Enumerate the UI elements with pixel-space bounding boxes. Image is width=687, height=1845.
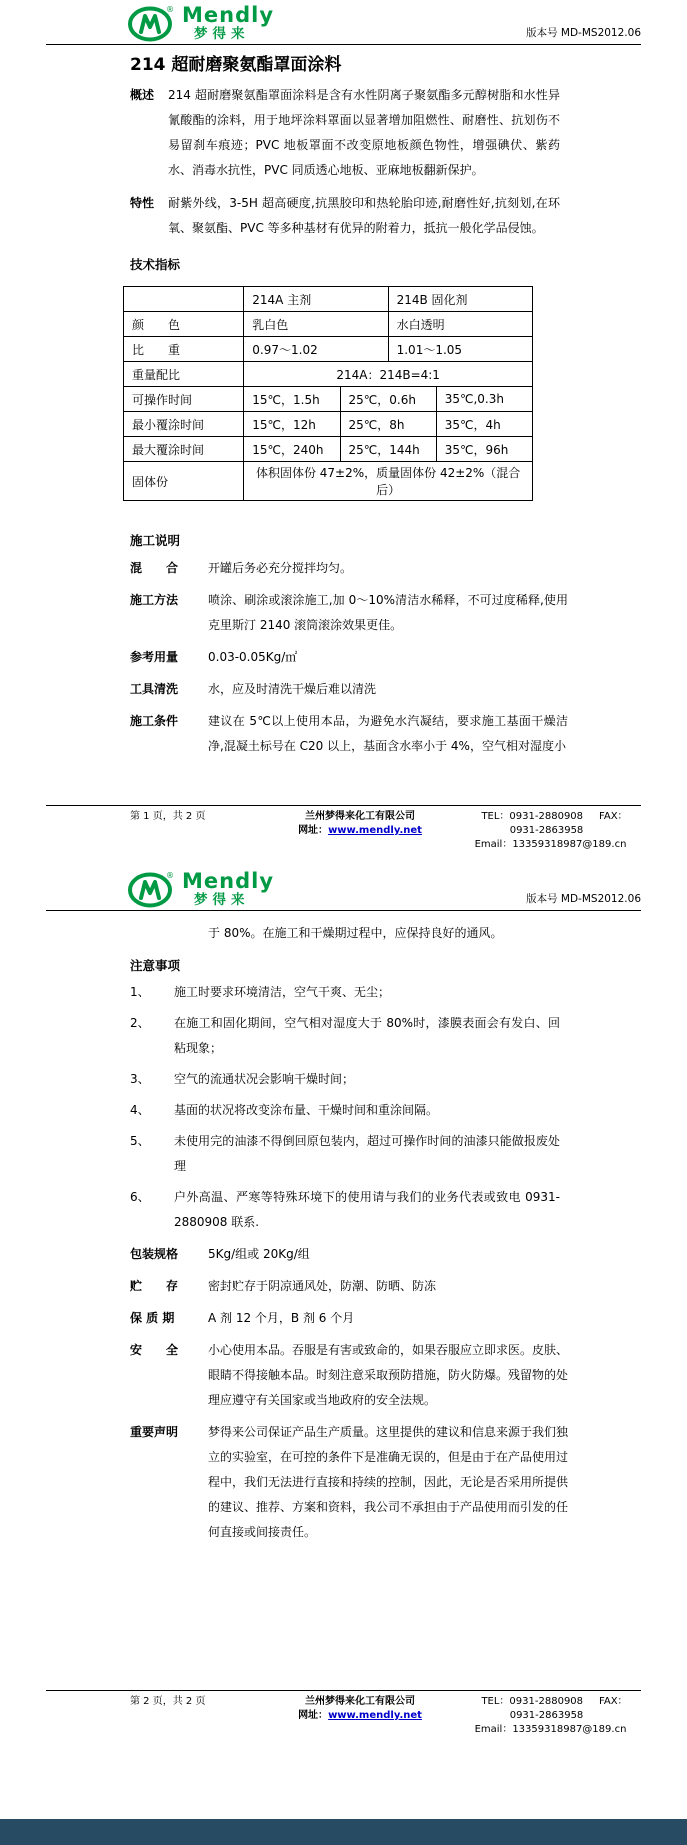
note-2-num: 2、 xyxy=(130,1016,150,1030)
max-recoat-15c: 15℃，240h xyxy=(244,437,340,462)
construction-item-dosage xyxy=(130,645,568,670)
conditions-label: 施工条件 xyxy=(130,714,179,728)
overview-section xyxy=(130,83,560,183)
brand-name-en: Mendly xyxy=(182,868,275,893)
dosage-text: 0.03-0.05Kg/㎡ xyxy=(208,650,298,664)
tel-value: TEL：0931-2880908 xyxy=(481,811,584,822)
method-text: 喷涂、刷涂或滚涂施工,加 0～10%清洁水稀释，不可过度稀释,使用克里斯汀 2140 滚筒滚涂效果更佳。 xyxy=(208,593,568,632)
table-row xyxy=(124,437,533,462)
page1-footer xyxy=(46,805,641,852)
note-item-4 xyxy=(130,1098,560,1123)
note-6-num: 6、 xyxy=(130,1190,150,1204)
website-line xyxy=(260,1709,460,1723)
construction-item-conditions xyxy=(130,709,568,759)
max-recoat-25c: 25℃，144h xyxy=(340,437,436,462)
table-row xyxy=(124,362,533,387)
mixing-label: 混 合 xyxy=(130,561,179,575)
fax-value: FAX：0931-2863958 xyxy=(509,811,628,836)
version-label: 版本号 MD-MS2012.06 xyxy=(526,893,641,905)
ratio-value: 214A：214B=4:1 xyxy=(244,362,533,387)
brand-text xyxy=(182,2,275,42)
potlife-25c: 25℃，0.6h xyxy=(340,387,436,412)
website-link[interactable]: www.mendly.net xyxy=(328,1710,422,1721)
col-header-214a: 214A 主剂 xyxy=(244,287,388,312)
table-row xyxy=(124,337,533,362)
mendly-logo xyxy=(128,4,274,42)
company-name: 兰州梦得来化工有限公司 xyxy=(305,811,415,822)
storage-text: 密封贮存于阴凉通风处，防潮、防晒、防冻 xyxy=(208,1279,437,1293)
feature-label: 特性 xyxy=(130,196,155,210)
field-disclaimer xyxy=(130,1420,568,1545)
note-5-num: 5、 xyxy=(130,1134,150,1148)
mixing-text: 开罐后务必充分搅拌均匀。 xyxy=(208,561,353,575)
row-label-gravity: 比 重 xyxy=(124,337,244,362)
note-item-3 xyxy=(130,1067,560,1092)
note-item-2 xyxy=(130,1011,560,1061)
col-header-214b: 214B 固化剂 xyxy=(388,287,532,312)
row-label-ratio: 重量配比 xyxy=(124,362,244,387)
row-label-max-recoat: 最大覆涂时间 xyxy=(124,437,244,462)
page-title: 214 超耐磨聚氨酯罩面涂料 xyxy=(130,55,342,75)
solids-value: 体积固体份 47±2%，质量固体份 42±2%（混合后） xyxy=(244,462,533,501)
cleaning-label: 工具清洗 xyxy=(130,682,179,696)
potlife-15c: 15℃，1.5h xyxy=(244,387,340,412)
construction-item-method xyxy=(130,588,568,638)
note-2-text: 在施工和固化期间，空气相对湿度大于 80%时，漆膜表面会有发白、回粘现象； xyxy=(174,1016,560,1055)
page2-footer xyxy=(46,1690,641,1737)
mendly-logo xyxy=(128,870,274,908)
note-4-num: 4、 xyxy=(130,1103,150,1117)
website-label: 网址： xyxy=(298,1710,329,1721)
website-line xyxy=(260,824,460,838)
page2-number: 第 2 页，共 2 页 xyxy=(130,1696,206,1707)
note-item-5 xyxy=(130,1129,560,1179)
table-row xyxy=(124,287,533,312)
color-a-value: 乳白色 xyxy=(244,312,388,337)
conditions-text: 建议在 5℃以上使用本品，为避免水汽凝结，要求施工基面干燥洁净,混凝土标号在 C20 以上，基面含水率小于 4%，空气相对湿度小 xyxy=(208,714,568,753)
note-1-text: 施工时要求环境清洁，空气干爽、无尘； xyxy=(174,985,391,999)
field-safety xyxy=(130,1338,568,1413)
disclaimer-text: 梦得来公司保证产品生产质量。这里提供的建议和信息来源于我们独立的实验室，在可控的条件下是准确无误的，但是由于在产品使用过程中，我们无法进行直接和持续的控制，因此，无论是否采用所提供的建议、推荐、方案和资料，我公司不承担由于产品使用而引发的任何直接或间接责任。 xyxy=(208,1425,569,1539)
construction-heading: 施工说明 xyxy=(130,533,181,548)
mendly-logo-icon xyxy=(128,4,176,42)
row-label-color: 颜 色 xyxy=(124,312,244,337)
spec-corner-cell xyxy=(124,287,244,312)
table-row xyxy=(124,412,533,437)
min-recoat-25c: 25℃，8h xyxy=(340,412,436,437)
page1-number: 第 1 页，共 2 页 xyxy=(130,811,206,822)
construction-item-mixing xyxy=(130,556,568,581)
note-4-text: 基面的状况将改变涂布量、干燥时间和重涂间隔。 xyxy=(174,1103,439,1117)
contact-block xyxy=(460,1695,641,1737)
conditions-continuation: 于 80%。在施工和干燥期过程中，应保持良好的通风。 xyxy=(208,926,503,940)
company-block xyxy=(260,1695,460,1737)
safety-label: 安 全 xyxy=(130,1343,179,1357)
packaging-label: 包装规格 xyxy=(130,1247,179,1261)
dosage-label: 参考用量 xyxy=(130,650,179,664)
cleaning-text: 水，应及时清洗干燥后难以清洗 xyxy=(208,682,377,696)
field-shelf-life xyxy=(130,1306,568,1331)
note-3-num: 3、 xyxy=(130,1072,150,1086)
website-link[interactable]: www.mendly.net xyxy=(328,825,422,836)
bottom-whitespace xyxy=(0,1737,687,1819)
svg-text:®: ® xyxy=(166,5,174,14)
header-rule xyxy=(46,44,641,45)
bottom-bar xyxy=(0,1819,687,1845)
feature-section xyxy=(130,191,560,241)
contact-block xyxy=(460,810,641,852)
svg-text:®: ® xyxy=(166,871,174,880)
note-3-text: 空气的流通状况会影响干燥时间； xyxy=(174,1072,355,1086)
tel-fax-line xyxy=(460,810,641,838)
email-value: Email：13359318987@189.cn xyxy=(474,1724,627,1735)
tech-spec-heading: 技术指标 xyxy=(130,257,181,272)
method-label: 施工方法 xyxy=(130,593,179,607)
tel-value: TEL：0931-2880908 xyxy=(481,1696,584,1707)
mendly-logo-icon xyxy=(128,870,176,908)
gravity-b-value: 1.01～1.05 xyxy=(388,337,532,362)
packaging-text: 5Kg/组或 20Kg/组 xyxy=(208,1247,310,1261)
potlife-35c: 35℃,0.3h xyxy=(436,387,532,412)
gravity-a-value: 0.97～1.02 xyxy=(244,337,388,362)
notes-heading: 注意事项 xyxy=(130,958,181,973)
color-b-value: 水白透明 xyxy=(388,312,532,337)
max-recoat-35c: 35℃，96h xyxy=(436,437,532,462)
note-item-1 xyxy=(130,980,560,1005)
brand-name-cn: 梦得来 xyxy=(194,891,250,908)
note-5-text: 未使用完的油漆不得倒回原包装内，超过可操作时间的油漆只能做报废处理 xyxy=(174,1134,560,1173)
storage-label: 贮 存 xyxy=(130,1279,179,1293)
row-label-solids: 固体份 xyxy=(124,462,244,501)
table-row xyxy=(124,462,533,501)
field-packaging xyxy=(130,1242,568,1267)
disclaimer-label: 重要声明 xyxy=(130,1425,179,1439)
tech-spec-table xyxy=(123,286,533,501)
header-rule xyxy=(46,910,641,911)
note-1-num: 1、 xyxy=(130,985,150,999)
min-recoat-15c: 15℃，12h xyxy=(244,412,340,437)
table-row xyxy=(124,312,533,337)
email-value: Email：13359318987@189.cn xyxy=(474,839,627,850)
table-row xyxy=(124,387,533,412)
field-storage xyxy=(130,1274,568,1299)
fax-value: FAX：0931-2863958 xyxy=(509,1696,628,1721)
overview-text: 214 超耐磨聚氨酯罩面涂料是含有水性阴离子聚氨酯多元醇树脂和水性异氰酸酯的涂料，用于地坪涂料罩面以显著增加阻燃性、耐磨性、抗划伤不易留刹车痕迹；PVC 地板罩面不改变原地板颜色物性，增强碘伏、紫药水、消毒水抗性，PVC 同质透心地板、亚麻地板翻新保护。 xyxy=(168,88,560,177)
shelf-life-text: A 剂 12 个月，B 剂 6 个月 xyxy=(208,1311,355,1325)
shelf-life-label: 保 质 期 xyxy=(130,1311,175,1325)
construction-item-cleaning xyxy=(130,677,568,702)
overview-label: 概述 xyxy=(130,88,155,102)
row-label-potlife: 可操作时间 xyxy=(124,387,244,412)
company-name: 兰州梦得来化工有限公司 xyxy=(305,1696,415,1707)
safety-text: 小心使用本品。吞服是有害或致命的，如果吞服应立即求医。皮肤、眼睛不得接触本品。时刻注意采取预防措施，防火防爆。残留物的处理应遵守有关国家或当地政府的安全法规。 xyxy=(208,1343,569,1407)
brand-name-en: Mendly xyxy=(182,2,275,27)
min-recoat-35c: 35℃，4h xyxy=(436,412,532,437)
brand-text xyxy=(182,868,275,908)
version-label: 版本号 MD-MS2012.06 xyxy=(526,27,641,39)
brand-name-cn: 梦得来 xyxy=(194,25,250,42)
note-item-6 xyxy=(130,1185,560,1235)
website-label: 网址： xyxy=(298,825,329,836)
page1-header xyxy=(46,0,641,44)
company-block xyxy=(260,810,460,852)
feature-text: 耐紫外线，3-5H 超高硬度,抗黑胶印和热轮胎印迹,耐磨性好,抗刻划,在环氧、聚氨酯、PVC 等多种基材有优异的附着力，抵抗一般化学品侵蚀。 xyxy=(168,196,560,235)
note-6-text: 户外高温、严寒等特殊环境下的使用请与我们的业务代表或致电 0931-2880908 联系. xyxy=(174,1190,560,1229)
row-label-min-recoat: 最小覆涂时间 xyxy=(124,412,244,437)
page2-header xyxy=(46,866,641,910)
tel-fax-line xyxy=(460,1695,641,1723)
